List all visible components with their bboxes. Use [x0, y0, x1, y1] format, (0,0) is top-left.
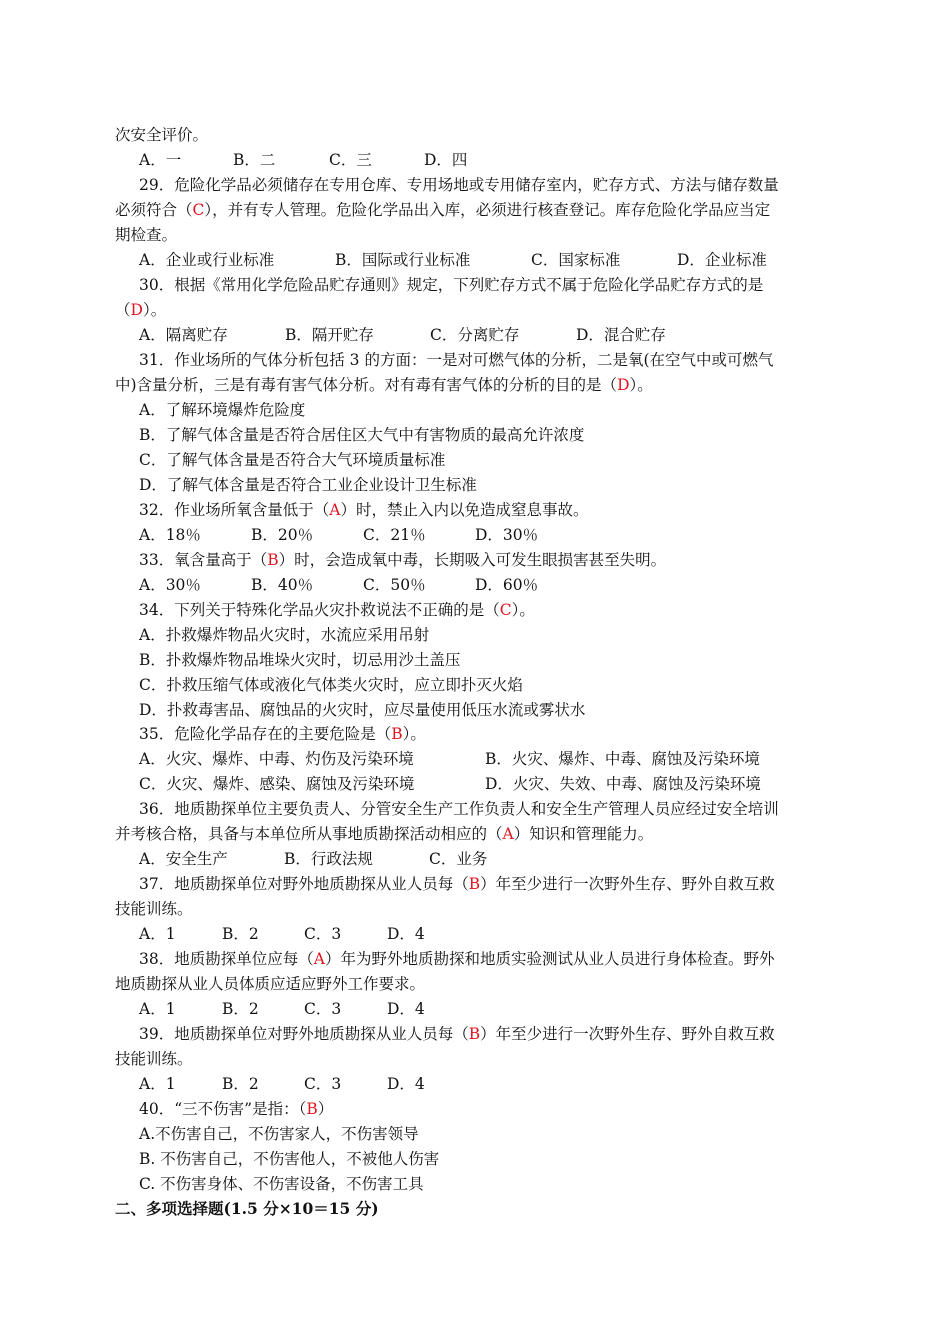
option-b: B．20％ [251, 526, 314, 544]
option-c: C. 不伤害身体、不伤害设备，不伤害工具 [139, 1175, 424, 1193]
option-a: A．1 [139, 1075, 176, 1093]
q38-stem-line: 地质勘探从业人员体质应适应野外工作要求。 [115, 975, 426, 993]
option-c: C．3 [304, 1075, 342, 1093]
option-a: A．了解环境爆炸危险度 [139, 401, 306, 419]
option-c: C．分离贮存 [430, 326, 520, 344]
option-d: D．60％ [475, 576, 539, 594]
q36-stem-line: 36．地质勘探单位主要负责人、分管安全生产工作负责人和安全生产管理人员应经过安全培训 [139, 800, 779, 818]
q35-options [139, 772, 761, 797]
option-d: D．了解气体含量是否符合工业企业设计卫生标准 [139, 476, 477, 494]
q31-stem-line: 中)含量分析，三是有毒有害气体分析。对有毒有害气体的分析的目的是（D）。 [115, 376, 653, 394]
option-a: A．1 [139, 925, 176, 943]
option-b: B．2 [222, 1000, 259, 1018]
option-a: A．18％ [139, 526, 201, 544]
option-d: D．30％ [475, 526, 539, 544]
option-a: A．隔离贮存 [139, 326, 228, 344]
q28-options [139, 148, 467, 173]
q29-stem-line: 必须符合（C），并有专人管理。危险化学品出入库，必须进行核查登记。库存危险化学品应当定 [115, 201, 771, 219]
q36-stem-line: 并考核合格，具备与本单位所从事地质勘探活动相应的（A）知识和管理能力。 [115, 825, 654, 843]
q36-options [139, 847, 487, 872]
option-b: B．国际或行业标准 [335, 251, 471, 269]
q29-options [139, 248, 767, 273]
option-a: A．1 [139, 1000, 176, 1018]
answer-mark: B [391, 725, 403, 743]
option-d: D．混合贮存 [576, 326, 666, 344]
option-d: D．4 [387, 1000, 425, 1018]
answer-mark: B [468, 1025, 481, 1043]
q32-stem-line: 32．作业场所氧含量低于（A）时，禁止入内以免造成窒息事故。 [139, 501, 589, 519]
option-b: B．火灾、爆炸、中毒、腐蚀及污染环境 [485, 750, 760, 768]
q40-stem-line: 40．“三不伤害”是指：（B） [139, 1100, 334, 1118]
option-a: A．企业或行业标准 [139, 251, 275, 269]
option-a: A．安全生产 [139, 850, 228, 868]
option-b: B．2 [222, 925, 259, 943]
option-c: C．国家标准 [531, 251, 621, 269]
section-heading: 二、多项选择题(1.5 分×10＝15 分) [115, 1199, 379, 1218]
q39-stem-line: 39．地质勘探单位对野外地质勘探从业人员每（B）年至少进行一次野外生存、野外自救互救 [139, 1025, 775, 1043]
option-b: B．了解气体含量是否符合居住区大气中有害物质的最高允许浓度 [139, 426, 585, 444]
option-a: A．扑救爆炸物品火灾时，水流应采用吊射 [139, 626, 430, 644]
option-c: C．50％ [363, 576, 426, 594]
q37-options [139, 922, 425, 947]
option-b: B. 不伤害自己，不伤害他人，不被他人伤害 [139, 1150, 440, 1168]
q31-stem-line: 31．作业场所的气体分析包括 3 的方面：一是对可燃气体的分析，二是氧(在空气中或可燃气 [139, 351, 774, 369]
q38-stem-line: 38．地质勘探单位应每（A）年为野外地质勘探和地质实验测试从业人员进行身体检查。野外 [139, 950, 775, 968]
option-b: B．扑救爆炸物品堆垛火灾时，切忌用沙土盖压 [139, 651, 461, 669]
option-a: A．一 [139, 151, 182, 169]
q33-options [139, 573, 538, 598]
answer-mark: C [499, 601, 512, 619]
q39-options [139, 1072, 425, 1097]
answer-mark: B [267, 551, 279, 569]
answer-mark: A [313, 950, 325, 968]
q37-stem-line: 37．地质勘探单位对野外地质勘探从业人员每（B）年至少进行一次野外生存、野外自救互救 [139, 875, 775, 893]
answer-mark: D [130, 301, 143, 319]
q37-stem-line: 技能训练。 [115, 900, 193, 918]
option-d: D．4 [387, 925, 425, 943]
q39-stem-line: 技能训练。 [115, 1050, 193, 1068]
option-c: C．业务 [429, 850, 488, 868]
option-d: D．火灾、失效、中毒、腐蚀及污染环境 [485, 775, 761, 793]
answer-mark: B [306, 1100, 318, 1118]
q35-options [139, 747, 760, 772]
q29-stem-line: 期检查。 [115, 226, 178, 244]
option-d: D．四 [424, 151, 468, 169]
option-c: C．火灾、爆炸、感染、腐蚀及污染环境 [139, 775, 415, 793]
option-a: A．30％ [139, 576, 201, 594]
option-c: C．三 [329, 151, 372, 169]
option-d: D．企业标准 [677, 251, 767, 269]
option-b: B．40％ [251, 576, 314, 594]
q35-stem-line: 35．危险化学品存在的主要危险是（B）。 [139, 725, 426, 743]
q33-stem-line: 33．氧含量高于（B）时，会造成氧中毒，长期吸入可发生眼损害甚至失明。 [139, 551, 667, 569]
option-c: C．扑救压缩气体或液化气体类火灾时，应立即扑灭火焰 [139, 676, 523, 694]
option-b: B．2 [222, 1075, 259, 1093]
option-b: B．行政法规 [284, 850, 373, 868]
q32-options [139, 523, 538, 548]
q29-stem-line: 29．危险化学品必须储存在专用仓库、专用场地或专用储存室内，贮存方式、方法与储存数量 [139, 176, 779, 194]
option-c: C．21％ [363, 526, 426, 544]
answer-mark: B [468, 875, 481, 893]
answer-mark: A [329, 501, 341, 519]
answer-mark: A [502, 825, 514, 843]
option-a: A．火灾、爆炸、中毒、灼伤及污染环境 [139, 750, 414, 768]
option-b: B．隔开贮存 [285, 326, 374, 344]
answer-mark: C [192, 201, 205, 219]
text-line: 次安全评价。 [115, 126, 209, 144]
option-c: C．3 [304, 1000, 342, 1018]
q38-options [139, 997, 425, 1022]
q34-stem-line: 34．下列关于特殊化学品火灾扑救说法不正确的是（C）。 [139, 601, 535, 619]
q30-stem-line: 30．根据《常用化学危险品贮存通则》规定，下列贮存方式不属于危险化学品贮存方式的是 [139, 276, 764, 294]
option-b: B．二 [233, 151, 276, 169]
option-a: A.不伤害自己，不伤害家人，不伤害领导 [139, 1125, 419, 1143]
option-c: C．了解气体含量是否符合大气环境质量标准 [139, 451, 446, 469]
option-c: C．3 [304, 925, 342, 943]
q30-options [139, 323, 666, 348]
q30-stem-line: （D）。 [115, 301, 167, 319]
answer-mark: D [617, 376, 630, 394]
option-d: D．扑救毒害品、腐蚀品的火灾时，应尽量使用低压水流或雾状水 [139, 701, 586, 719]
option-d: D．4 [387, 1075, 425, 1093]
